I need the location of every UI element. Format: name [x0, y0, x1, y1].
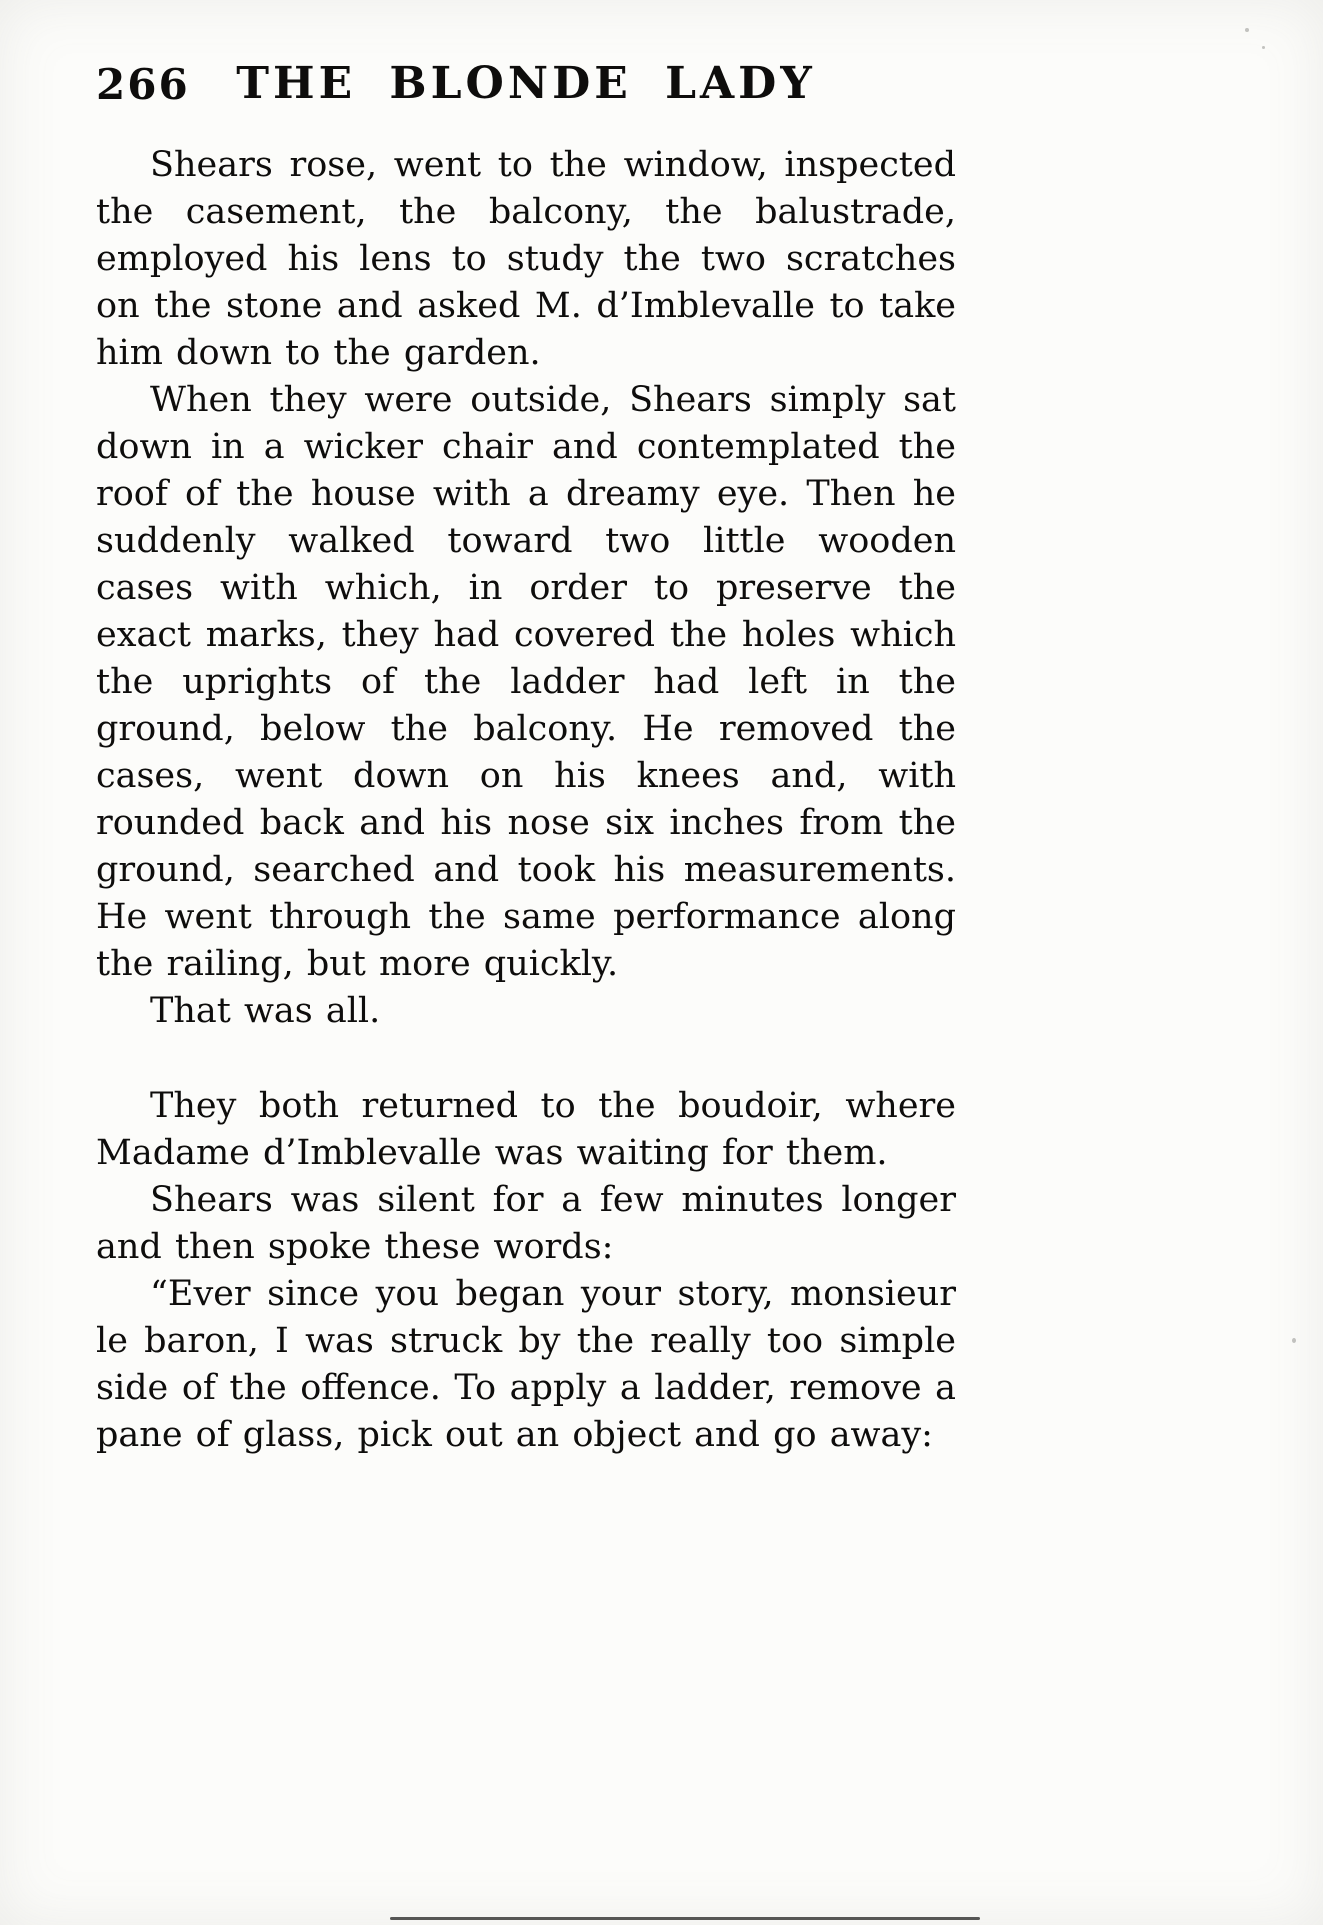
- paragraph: Shears rose, went to the window, inspected the casement, the balcony, the balustrade, employed his lens to study the two scratches on the stone and asked M. d’Imblevalle to take him down to the garden.: [96, 145, 956, 373]
- running-title: THE BLONDE LADY: [236, 58, 816, 109]
- scan-speck: [1262, 46, 1265, 49]
- scan-speck: [1245, 28, 1249, 32]
- paragraph: When they were outside, Shears simply sat down in a wicker chair and contemplated the roof of the house with a dreamy eye. Then he suddenly walked toward two little wooden cases with which, in order to preserve the exact marks, they had covered the holes which the uprights of the ladder had left in the ground, below the balcony. He removed the cases, went down on his knees and, with rounded back and his nose six inches from the ground, searched and took his measurements. He went through the same performance along the railing, but more quickly.: [96, 380, 956, 984]
- scan-speck: [1292, 1338, 1296, 1343]
- book-page: [96, 58, 956, 1459]
- paragraph: That was all.: [150, 991, 381, 1031]
- paragraph: They both returned to the boudoir, where Madame d’Imblevalle was waiting for them.: [96, 1086, 956, 1173]
- paragraph: “Ever since you began your story, monsieur le baron, I was struck by the really too simple side of the offence. To apply a ladder, remove a pane of glass, pick out an object and go away:: [96, 1274, 956, 1455]
- page-number: 266: [96, 60, 190, 109]
- page-body-text: [96, 142, 956, 1459]
- scan-artifact-line: [390, 1917, 980, 1920]
- paragraph: Shears was silent for a few minutes longer and then spoke these words:: [96, 1180, 956, 1267]
- page-header: [96, 58, 956, 116]
